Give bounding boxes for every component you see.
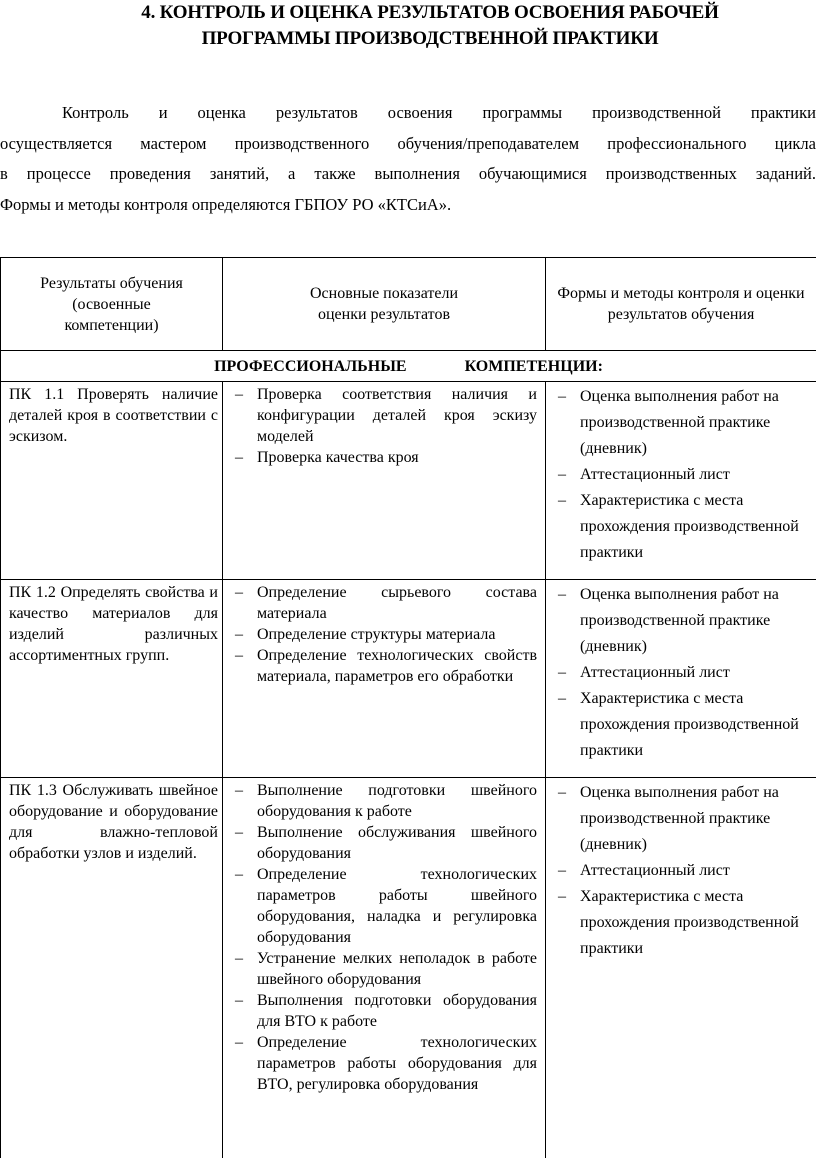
competence-cell: ПК 1.3 Обслуживать швейное оборудование и оборудование для влажно-тепловой обработки узлов и изделий. (1, 778, 223, 1158)
table-row (1, 382, 816, 580)
header-indicators: Основные показатели оценки результатов (223, 258, 546, 351)
competence-cell: ПК 1.2 Определять свойства и качество материалов для изделий различных ассортиментных групп. (1, 580, 223, 778)
table-header-row (1, 258, 816, 351)
list-item: – Характеристика с места прохождения производственной практики (554, 488, 816, 566)
header-results: Результаты обучения (освоенные компетенции) (1, 258, 223, 351)
list-item: – Аттестационный лист (554, 858, 816, 884)
list-item: – Определение структуры материала (231, 624, 537, 645)
intro-line-3: в процессе проведения занятий, а также выполнения обучающимися производственных заданий. (0, 164, 816, 183)
list-item: – Аттестационный лист (554, 660, 816, 686)
list-item: – Проверка соответствия наличия и конфигурации деталей кроя эскизу моделей (231, 384, 537, 447)
section-title: ПРОФЕССИОНАЛЬНЫЕ КОМПЕТЕНЦИИ: (1, 351, 816, 382)
list-item: – Аттестационный лист (554, 462, 816, 488)
methods-cell (546, 778, 816, 1158)
section-row (1, 351, 816, 382)
indicators-cell (223, 382, 546, 580)
list-item: – Определение технологических параметров работы оборудования для ВТО, регулировка оборудования (231, 1032, 537, 1095)
intro-paragraph (0, 98, 816, 220)
list-item: – Оценка выполнения работ на производственной практике (дневник) (554, 384, 816, 462)
list-item: – Характеристика с места прохождения производственной практики (554, 686, 816, 764)
indicators-cell (223, 778, 546, 1158)
table-row (1, 778, 816, 1158)
intro-line-2: осуществляется мастером производственного обучения/преподавателем профессионального цикла (0, 133, 816, 153)
title-line-1: 4. КОНТРОЛЬ И ОЦЕНКА РЕЗУЛЬТАТОВ ОСВОЕНИЯ РАБОЧЕЙ (141, 2, 719, 23)
title-line-2: ПРОГРАММЫ ПРОИЗВОДСТВЕННОЙ ПРАКТИКИ (201, 28, 659, 49)
list-item: – Характеристика с места прохождения производственной практики (554, 884, 816, 962)
list-item: – Проверка качества кроя (231, 447, 537, 468)
list-item: – Определение технологических свойств материала, параметров его обработки (231, 645, 537, 687)
list-item: – Выполнения подготовки оборудования для ВТО к работе (231, 990, 537, 1032)
assessment-table (0, 257, 816, 1158)
list-item: – Выполнение обслуживания швейного оборудования (231, 822, 537, 864)
indicators-cell (223, 580, 546, 778)
intro-line-1: Контроль и оценка результатов освоения программы производственной практики (62, 103, 816, 122)
list-item: – Оценка выполнения работ на производственной практике (дневник) (554, 780, 816, 858)
methods-cell (546, 382, 816, 580)
competence-cell: ПК 1.1 Проверять наличие деталей кроя в соответствии с эскизом. (1, 382, 223, 580)
header-methods: Формы и методы контроля и оценки результатов обучения (546, 258, 816, 351)
list-item: – Устранение мелких неполадок в работе швейного оборудования (231, 948, 537, 990)
page-title (70, 0, 790, 52)
list-item: – Определение сырьевого состава материала (231, 582, 537, 624)
list-item: – Определение технологических параметров работы швейного оборудования, наладка и регулировка оборудования (231, 864, 537, 948)
table-row (1, 580, 816, 778)
methods-cell (546, 580, 816, 778)
list-item: – Оценка выполнения работ на производственной практике (дневник) (554, 582, 816, 660)
intro-line-4: Формы и методы контроля определяются ГБПОУ РО «КТСиА». (0, 194, 452, 214)
list-item: – Выполнение подготовки швейного оборудования к работе (231, 780, 537, 822)
